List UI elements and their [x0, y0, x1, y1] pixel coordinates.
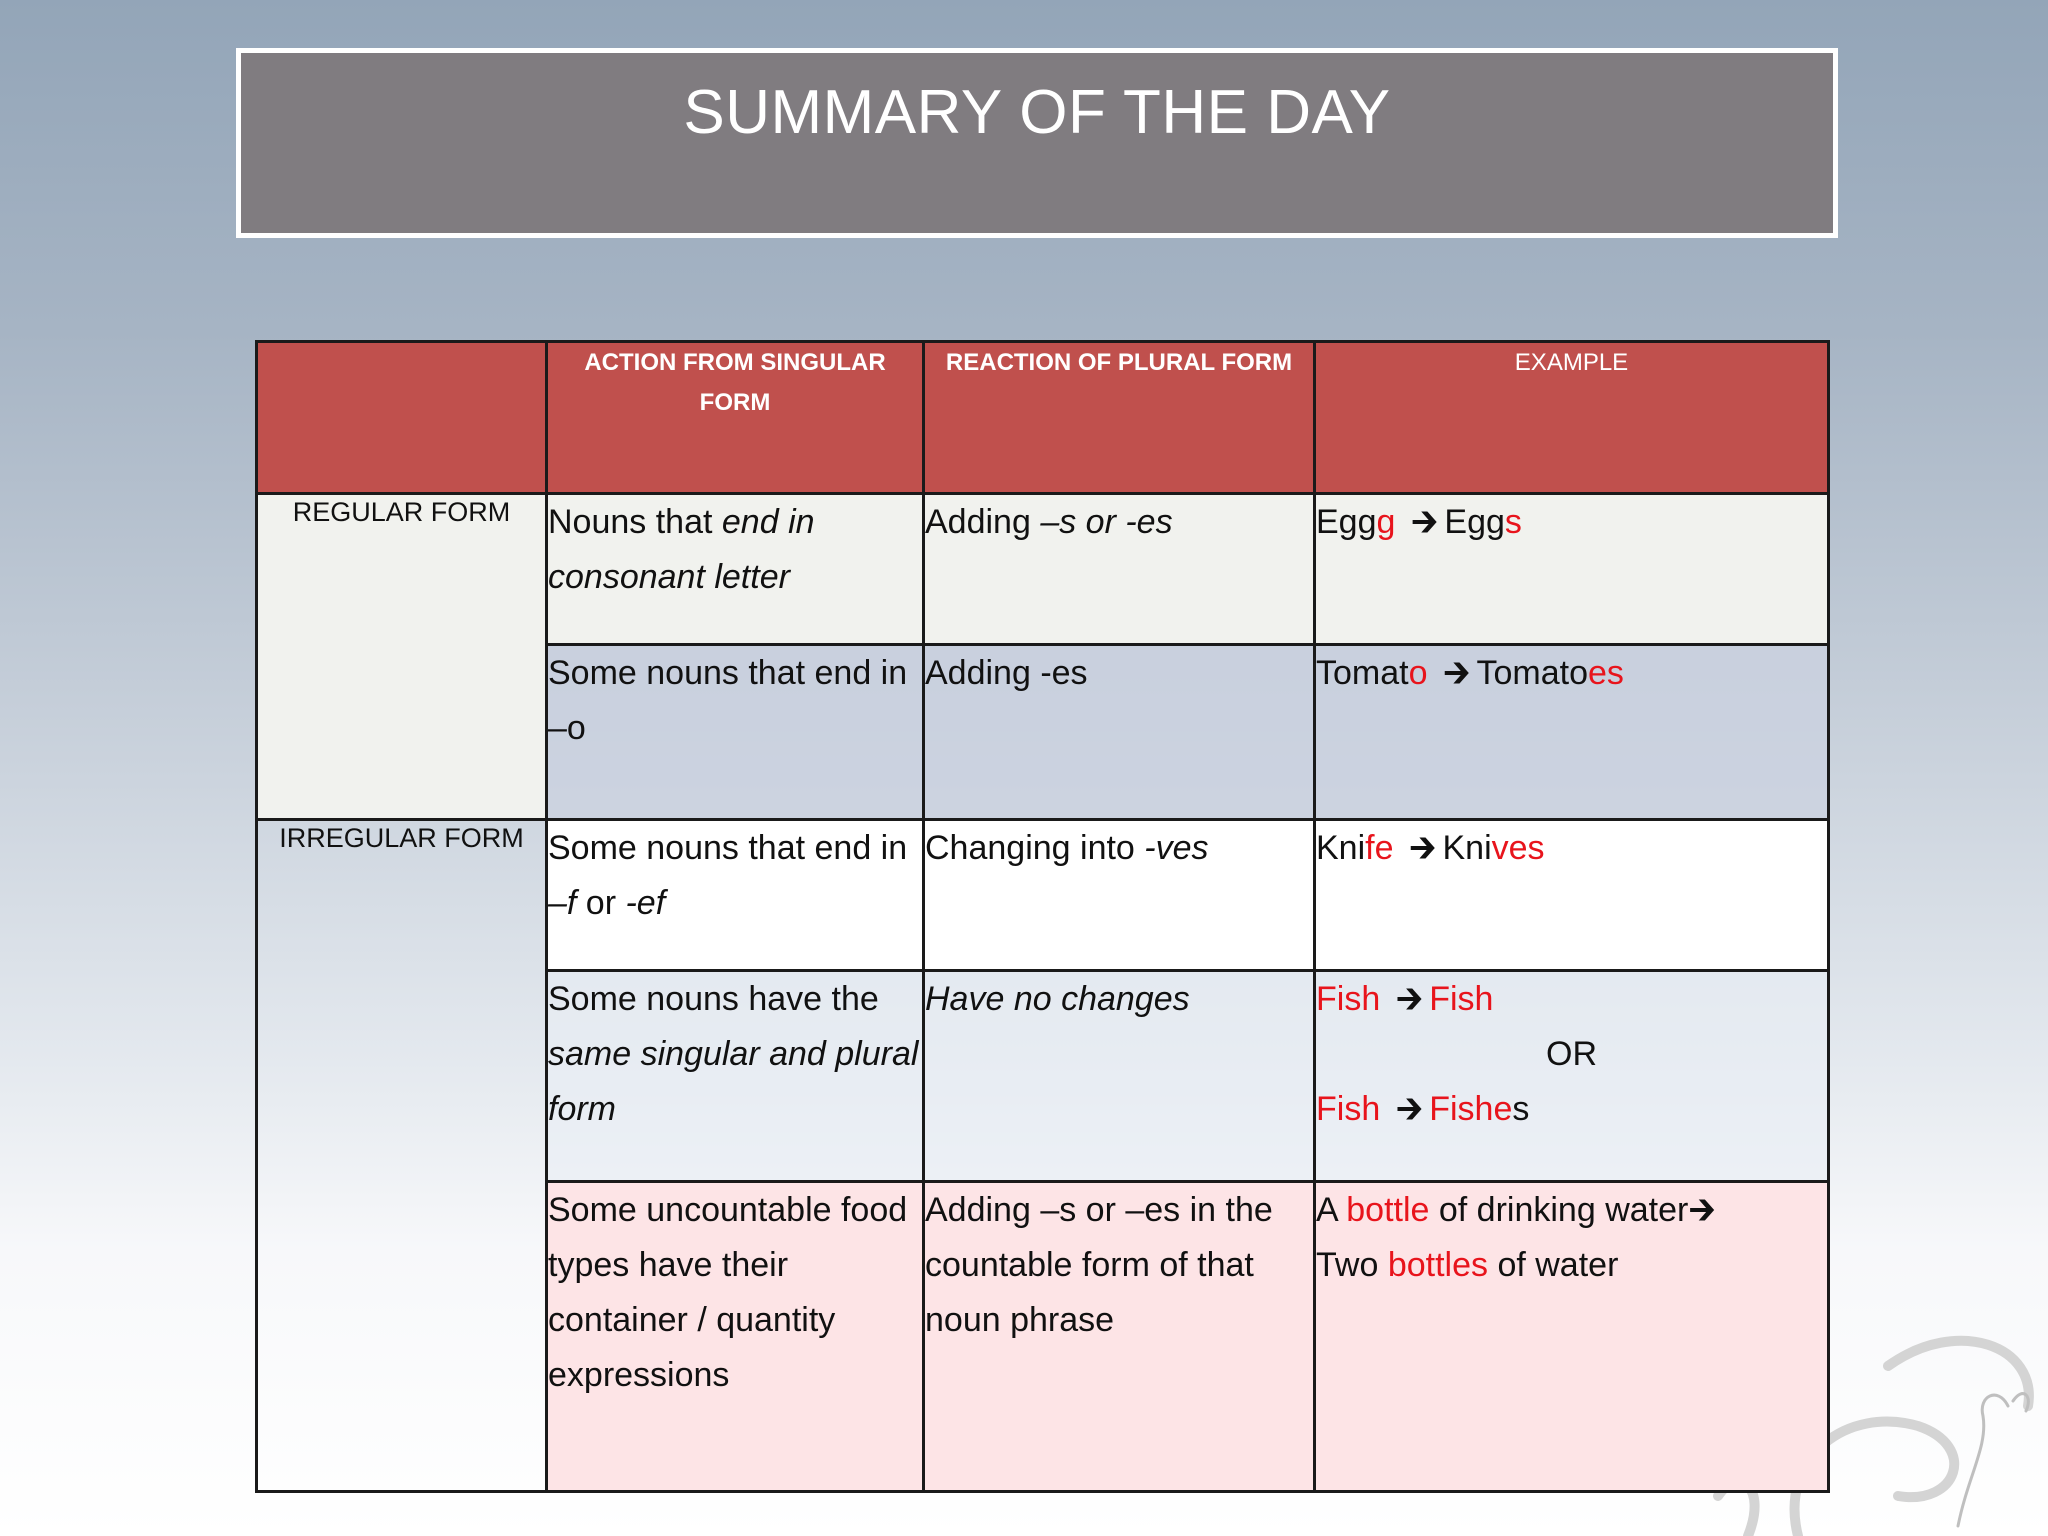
arrow-right-icon: 🡲 — [1410, 503, 1439, 541]
header-example: EXAMPLE — [1315, 342, 1829, 494]
example-cell: Tomato 🡲 Tomatoes — [1315, 645, 1829, 820]
arrow-right-icon: 🡲 — [1408, 829, 1437, 867]
header-action: ACTION FROM SINGULAR FORM — [547, 342, 924, 494]
arrow-right-icon: 🡲 — [1395, 1090, 1424, 1128]
regular-form-label: REGULAR FORM — [257, 494, 547, 820]
example-cell: Eggg 🡲 Eggs — [1315, 494, 1829, 645]
action-cell: Some nouns that end in –f or -ef — [547, 820, 924, 971]
arrow-right-icon: 🡲 — [1395, 980, 1424, 1018]
table-row — [257, 494, 1829, 645]
header-row — [257, 342, 1829, 494]
example-cell: Fish 🡲 Fish OR Fish 🡲 Fishes — [1315, 971, 1829, 1182]
header-reaction: REACTION OF PLURAL FORM — [924, 342, 1315, 494]
page-title: SUMMARY OF THE DAY — [683, 78, 1391, 147]
reaction-cell: Changing into -ves — [924, 820, 1315, 971]
header-empty — [257, 342, 547, 494]
example-cell: Knife 🡲 Knives — [1315, 820, 1829, 971]
title-box — [236, 48, 1838, 238]
summary-table — [255, 340, 1830, 1493]
arrow-right-icon: 🡲 — [1442, 654, 1471, 692]
reaction-cell: Adding -es — [924, 645, 1315, 820]
table-row — [257, 820, 1829, 971]
reaction-cell: Have no changes — [924, 971, 1315, 1182]
irregular-form-label: IRREGULAR FORM — [257, 820, 547, 1492]
reaction-cell: Adding –s or -es — [924, 494, 1315, 645]
arrow-right-icon: 🡲 — [1688, 1191, 1716, 1229]
action-cell: Some nouns that end in –o — [547, 645, 924, 820]
action-cell: Some nouns have the same singular and plural form — [547, 971, 924, 1182]
example-cell: A bottle of drinking water🡲 Two bottles of water — [1315, 1182, 1829, 1492]
reaction-cell: Adding –s or –es in the countable form of that noun phrase — [924, 1182, 1315, 1492]
action-cell: Nouns that end in consonant letter — [547, 494, 924, 645]
action-cell: Some uncountable food types have their container / quantity expressions — [547, 1182, 924, 1492]
